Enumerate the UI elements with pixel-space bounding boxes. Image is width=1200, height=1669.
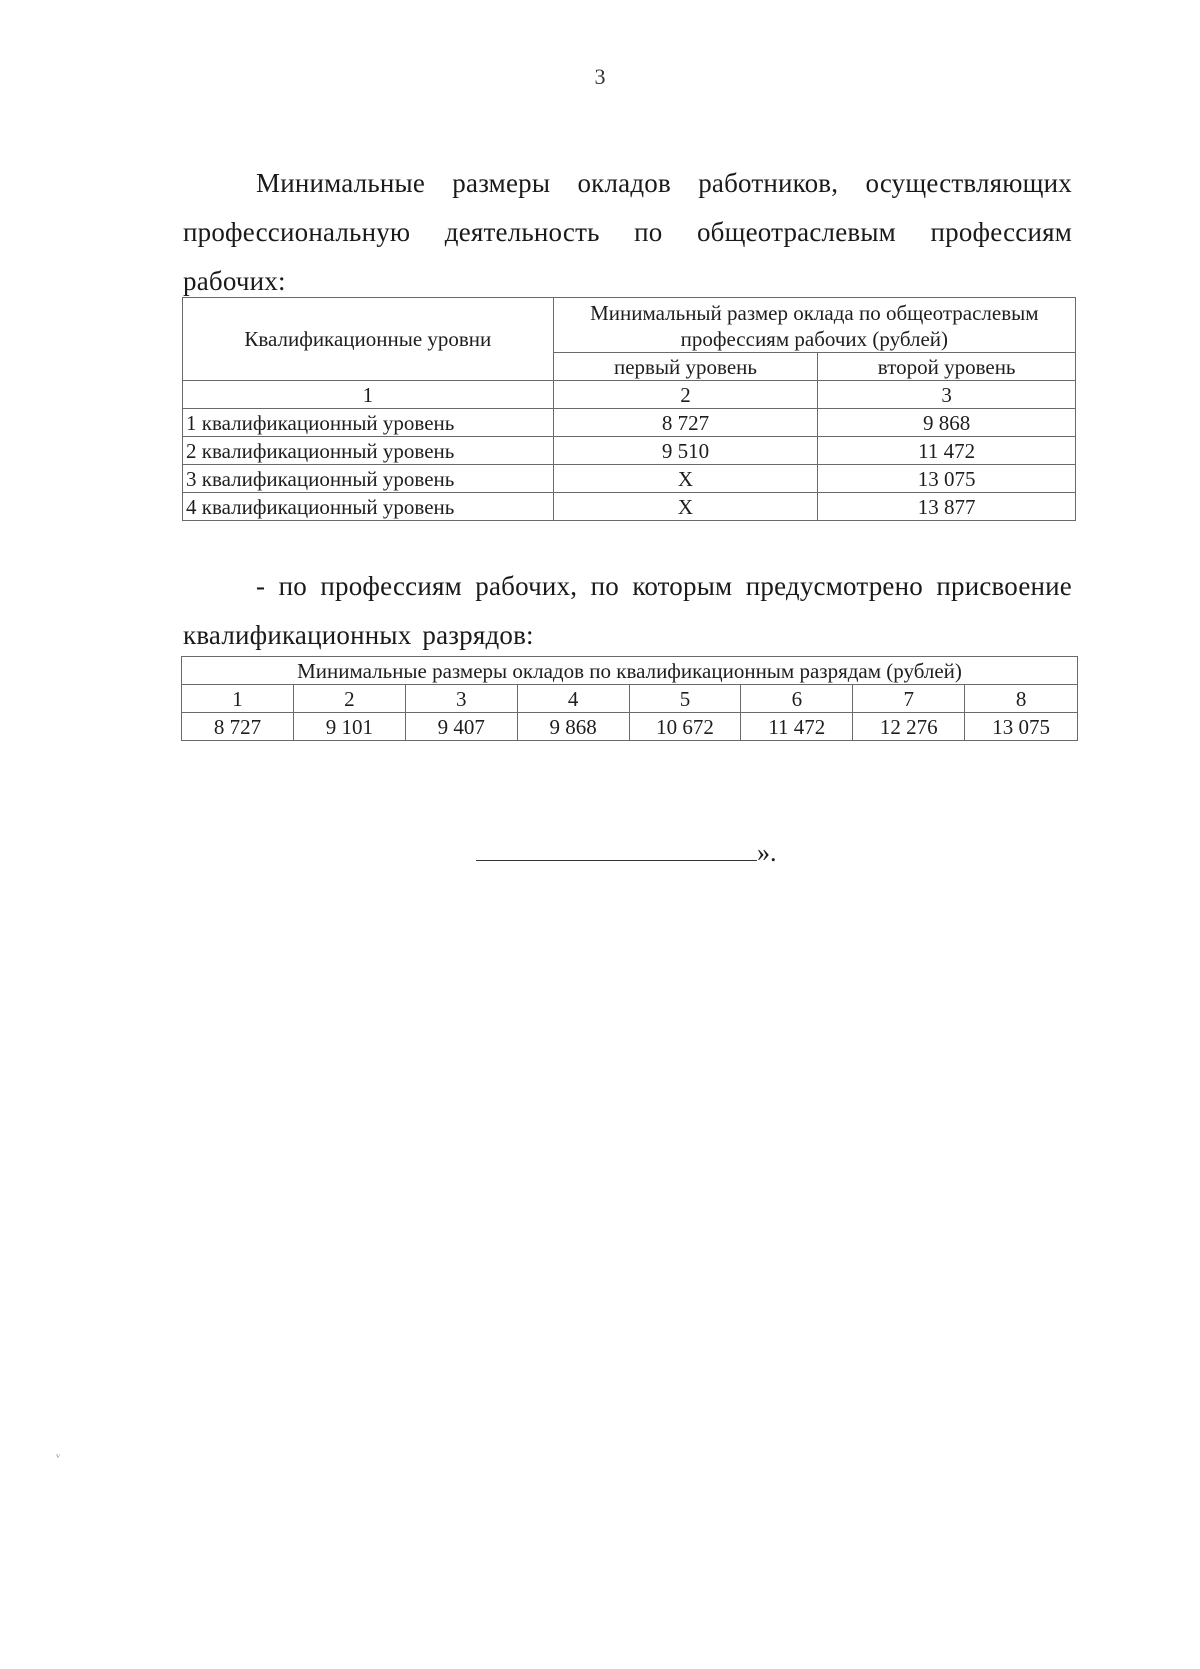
paragraph-intro: Минимальные размеры окладов работников, осуществляющих профессиональную деятельность по общеотраслевым профессиям рабочих: xyxy=(183,168,1072,296)
first-level-salary: Х xyxy=(553,493,818,521)
column-number: 1 xyxy=(183,381,554,409)
table-row xyxy=(183,409,1076,437)
level-label: 4 квалификационный уровень xyxy=(183,493,554,521)
column-number: 3 xyxy=(818,381,1076,409)
table-qualification-grades xyxy=(181,656,1078,741)
grade-number-row xyxy=(182,685,1078,713)
grade-salary: 9 868 xyxy=(517,713,629,741)
grade-salary: 10 672 xyxy=(629,713,741,741)
grade-number: 7 xyxy=(853,685,965,713)
grade-number: 8 xyxy=(965,685,1078,713)
second-level-salary: 13 075 xyxy=(818,465,1076,493)
table-row xyxy=(183,493,1076,521)
closing-line xyxy=(476,838,777,868)
header-min-salary: Минимальный размер оклада по общеотраслевым профессиям рабочих (рублей) xyxy=(553,298,1075,353)
grade-salary: 12 276 xyxy=(853,713,965,741)
header-qualification-levels: Квалификационные уровни xyxy=(183,298,554,381)
signature-blank-line xyxy=(476,840,757,861)
level-label: 2 квалификационный уровень xyxy=(183,437,554,465)
grade-salary: 11 472 xyxy=(741,713,853,741)
first-level-salary: 8 727 xyxy=(553,409,818,437)
second-level-salary: 13 877 xyxy=(818,493,1076,521)
grade-number: 4 xyxy=(517,685,629,713)
table-row xyxy=(183,437,1076,465)
grade-number: 3 xyxy=(405,685,517,713)
grade-number: 5 xyxy=(629,685,741,713)
first-level-salary: 9 510 xyxy=(553,437,818,465)
table-row xyxy=(183,465,1076,493)
grade-number: 1 xyxy=(182,685,294,713)
paragraph-grades: - по профессиям рабочих, по которым предусмотрено присвоение квалификационных разрядов: xyxy=(183,571,1072,650)
column-number-row xyxy=(183,381,1076,409)
scan-artifact-mark: ᵥ xyxy=(56,1446,61,1461)
grade-number: 2 xyxy=(293,685,405,713)
level-label: 1 квалификационный уровень xyxy=(183,409,554,437)
level-label: 3 квалификационный уровень xyxy=(183,465,554,493)
grade-salary: 9 101 xyxy=(293,713,405,741)
first-level-salary: Х xyxy=(553,465,818,493)
second-level-salary: 11 472 xyxy=(818,437,1076,465)
second-level-salary: 9 868 xyxy=(818,409,1076,437)
grade-salary-row xyxy=(182,713,1078,741)
grade-salary: 8 727 xyxy=(182,713,294,741)
grades-table-header: Минимальные размеры окладов по квалификационным разрядам (рублей) xyxy=(182,657,1078,685)
table-qualification-levels xyxy=(182,297,1076,521)
header-first-level: первый уровень xyxy=(553,353,818,381)
header-second-level: второй уровень xyxy=(818,353,1076,381)
closing-quote-mark: ». xyxy=(757,838,777,867)
grade-number: 6 xyxy=(741,685,853,713)
column-number: 2 xyxy=(553,381,818,409)
grade-salary: 9 407 xyxy=(405,713,517,741)
page-number: 3 xyxy=(594,64,606,89)
grade-salary: 13 075 xyxy=(965,713,1078,741)
